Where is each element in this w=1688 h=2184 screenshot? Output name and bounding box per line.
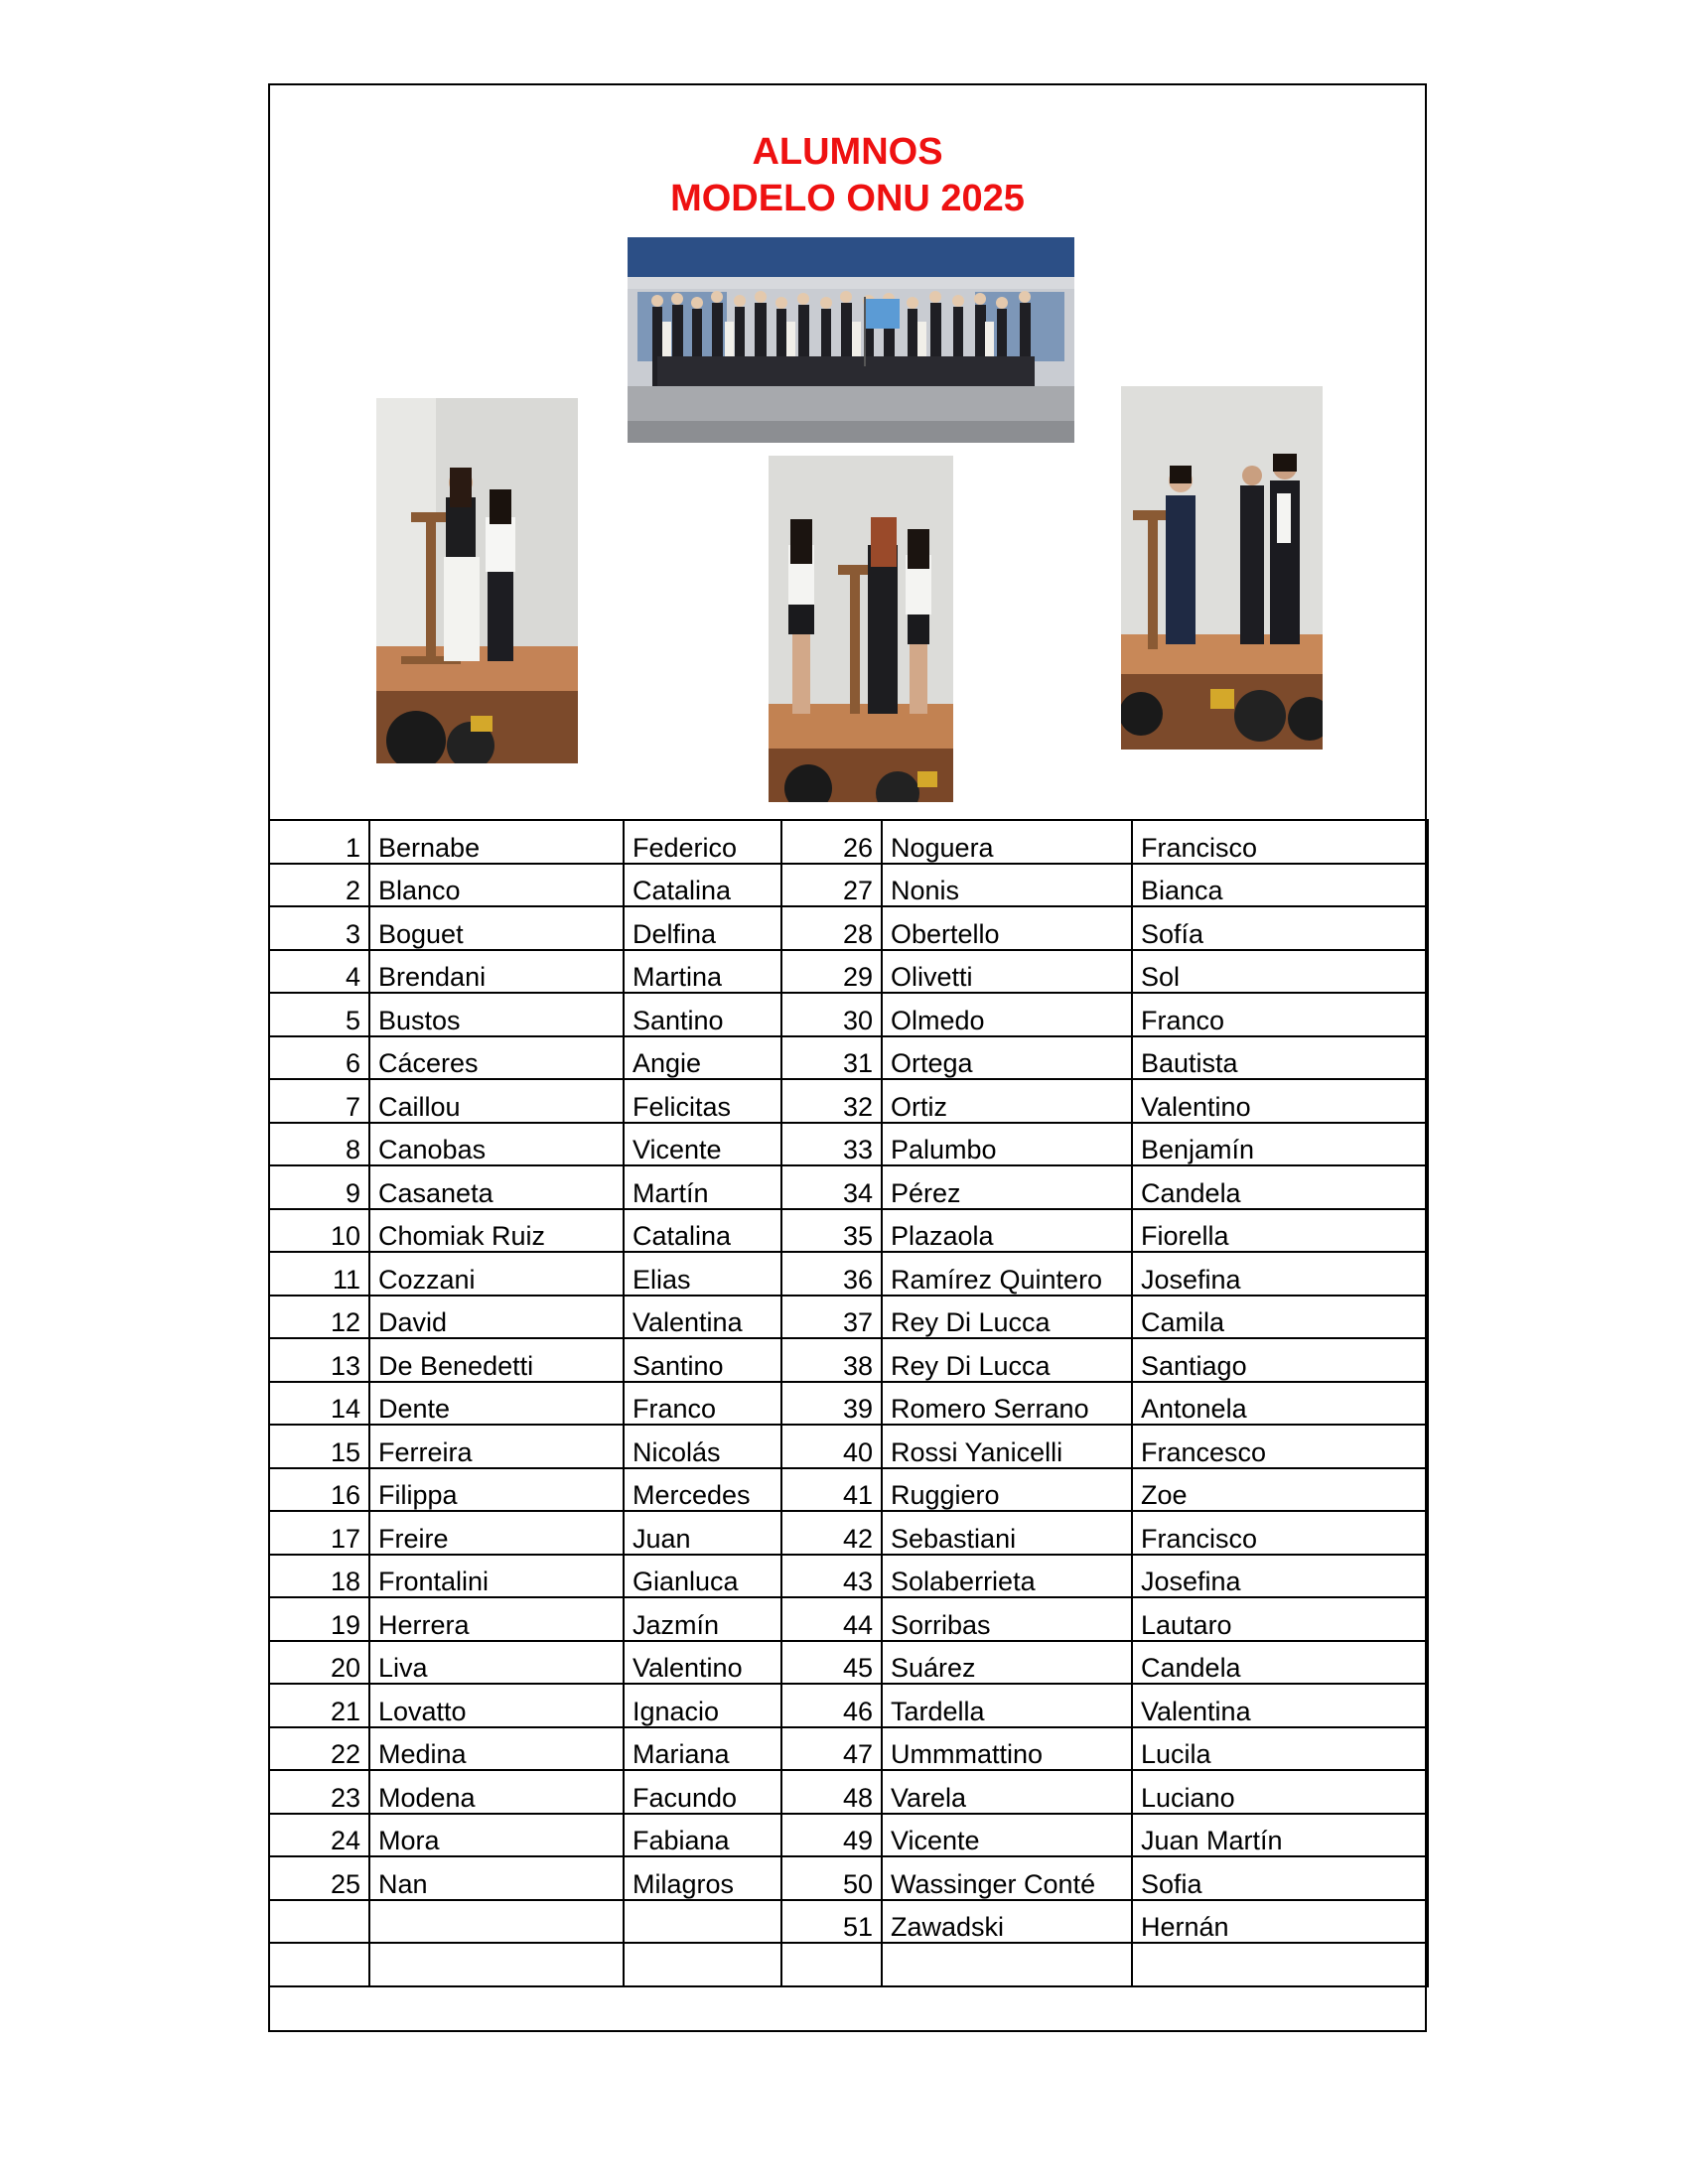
table-row (269, 1382, 1428, 1426)
student-surname: Vicente (882, 1814, 1132, 1857)
student-surname: Varela (882, 1770, 1132, 1814)
student-first-name (624, 1943, 781, 1986)
student-number: 36 (781, 1252, 882, 1296)
student-surname: Boguet (369, 906, 624, 950)
student-surname: Obertello (882, 906, 1132, 950)
student-number: 23 (269, 1770, 369, 1814)
student-first-name: Nicolás (624, 1425, 781, 1468)
student-number: 7 (269, 1079, 369, 1123)
student-first-name: Josefina (1132, 1252, 1428, 1296)
student-first-name: Franco (1132, 993, 1428, 1036)
student-number: 43 (781, 1555, 882, 1598)
student-first-name: Sol (1132, 950, 1428, 994)
student-number: 22 (269, 1727, 369, 1771)
student-surname: Canobas (369, 1123, 624, 1166)
student-surname: Sorribas (882, 1597, 1132, 1641)
page-subtitle: MODELO ONU 2025 (670, 178, 1025, 219)
student-first-name: Benjamín (1132, 1123, 1428, 1166)
student-roster-table (268, 819, 1429, 1987)
student-first-name: Franco (624, 1382, 781, 1426)
student-first-name: Zoe (1132, 1468, 1428, 1512)
student-first-name: Fabiana (624, 1814, 781, 1857)
student-surname: Liva (369, 1641, 624, 1685)
student-number: 5 (269, 993, 369, 1036)
student-number: 19 (269, 1597, 369, 1641)
student-surname: Suárez (882, 1641, 1132, 1685)
table-row (269, 1856, 1428, 1900)
student-number: 2 (269, 864, 369, 907)
student-first-name: Francesco (1132, 1425, 1428, 1468)
student-first-name: Ignacio (624, 1684, 781, 1727)
student-number: 28 (781, 906, 882, 950)
student-first-name: Hernán (1132, 1900, 1428, 1944)
student-surname: Blanco (369, 864, 624, 907)
student-number: 20 (269, 1641, 369, 1685)
student-surname: Wassinger Conté (882, 1856, 1132, 1900)
student-surname: Olmedo (882, 993, 1132, 1036)
student-first-name: Francisco (1132, 820, 1428, 864)
student-first-name: Lautaro (1132, 1597, 1428, 1641)
table-row (269, 1252, 1428, 1296)
student-surname: Plazaola (882, 1209, 1132, 1253)
student-number: 39 (781, 1382, 882, 1426)
student-first-name: Antonela (1132, 1382, 1428, 1426)
student-number: 18 (269, 1555, 369, 1598)
student-number: 32 (781, 1079, 882, 1123)
student-first-name: Milagros (624, 1856, 781, 1900)
student-number: 27 (781, 864, 882, 907)
speaker-photo-middle (769, 456, 953, 802)
student-first-name: Camila (1132, 1296, 1428, 1339)
student-first-name (1132, 1943, 1428, 1986)
student-first-name: Martina (624, 950, 781, 994)
student-number (269, 1900, 369, 1944)
table-row (269, 1123, 1428, 1166)
table-row (269, 1814, 1428, 1857)
student-first-name: Francisco (1132, 1511, 1428, 1555)
student-first-name: Valentino (1132, 1079, 1428, 1123)
student-first-name: Facundo (624, 1770, 781, 1814)
student-number: 51 (781, 1900, 882, 1944)
student-first-name: Fiorella (1132, 1209, 1428, 1253)
student-first-name: Delfina (624, 906, 781, 950)
student-surname: Ramírez Quintero (882, 1252, 1132, 1296)
student-first-name: Juan Martín (1132, 1814, 1428, 1857)
student-number: 41 (781, 1468, 882, 1512)
table-row (269, 1209, 1428, 1253)
student-number: 21 (269, 1684, 369, 1727)
student-first-name: Valentina (624, 1296, 781, 1339)
student-first-name: Candela (1132, 1641, 1428, 1685)
student-number: 29 (781, 950, 882, 994)
student-first-name: Luciano (1132, 1770, 1428, 1814)
student-number: 6 (269, 1036, 369, 1080)
table-row (269, 820, 1428, 864)
student-number: 24 (269, 1814, 369, 1857)
student-surname: Modena (369, 1770, 624, 1814)
student-first-name: Jazmín (624, 1597, 781, 1641)
student-first-name: Bautista (1132, 1036, 1428, 1080)
student-number: 37 (781, 1296, 882, 1339)
student-first-name: Bianca (1132, 864, 1428, 907)
student-surname: Noguera (882, 820, 1132, 864)
table-row (269, 1597, 1428, 1641)
speaker-photo-right (1121, 386, 1323, 750)
student-first-name: Mariana (624, 1727, 781, 1771)
group-photo (628, 237, 1074, 443)
student-first-name (624, 1900, 781, 1944)
table-row (269, 950, 1428, 994)
student-surname: Bernabe (369, 820, 624, 864)
student-surname: Brendani (369, 950, 624, 994)
student-surname: Ruggiero (882, 1468, 1132, 1512)
student-number: 38 (781, 1338, 882, 1382)
student-surname: Ferreira (369, 1425, 624, 1468)
student-surname: Rey Di Lucca (882, 1296, 1132, 1339)
student-surname: Sebastiani (882, 1511, 1132, 1555)
speaker-photo-left (376, 398, 578, 763)
student-surname (369, 1943, 624, 1986)
student-surname: Caillou (369, 1079, 624, 1123)
student-surname: Casaneta (369, 1165, 624, 1209)
student-first-name: Elias (624, 1252, 781, 1296)
student-surname: Nonis (882, 864, 1132, 907)
student-surname: Mora (369, 1814, 624, 1857)
student-surname: Pérez (882, 1165, 1132, 1209)
student-surname: Ummmattino (882, 1727, 1132, 1771)
student-first-name: Sofia (1132, 1856, 1428, 1900)
student-first-name: Angie (624, 1036, 781, 1080)
student-number: 9 (269, 1165, 369, 1209)
student-number: 3 (269, 906, 369, 950)
student-surname: Rey Di Lucca (882, 1338, 1132, 1382)
student-first-name: Felicitas (624, 1079, 781, 1123)
student-first-name: Martín (624, 1165, 781, 1209)
student-number: 11 (269, 1252, 369, 1296)
student-surname: Olivetti (882, 950, 1132, 994)
student-first-name: Catalina (624, 1209, 781, 1253)
student-surname: Solaberrieta (882, 1555, 1132, 1598)
student-number: 30 (781, 993, 882, 1036)
student-first-name: Valentina (1132, 1684, 1428, 1727)
student-number: 17 (269, 1511, 369, 1555)
table-row (269, 1296, 1428, 1339)
student-first-name: Candela (1132, 1165, 1428, 1209)
table-row (269, 1727, 1428, 1771)
student-number: 48 (781, 1770, 882, 1814)
student-number: 50 (781, 1856, 882, 1900)
student-number: 33 (781, 1123, 882, 1166)
student-number: 13 (269, 1338, 369, 1382)
student-first-name: Mercedes (624, 1468, 781, 1512)
student-first-name: Santino (624, 993, 781, 1036)
student-first-name: Vicente (624, 1123, 781, 1166)
table-row (269, 1468, 1428, 1512)
table-row (269, 1079, 1428, 1123)
student-number: 12 (269, 1296, 369, 1339)
student-number: 34 (781, 1165, 882, 1209)
student-first-name: Juan (624, 1511, 781, 1555)
roster-body (269, 820, 1428, 1986)
student-number: 40 (781, 1425, 882, 1468)
table-row (269, 993, 1428, 1036)
student-surname: Cozzani (369, 1252, 624, 1296)
student-number: 8 (269, 1123, 369, 1166)
student-surname (369, 1900, 624, 1944)
student-number: 10 (269, 1209, 369, 1253)
student-first-name: Federico (624, 820, 781, 864)
student-surname: Dente (369, 1382, 624, 1426)
student-number: 35 (781, 1209, 882, 1253)
table-row (269, 906, 1428, 950)
student-surname: Frontalini (369, 1555, 624, 1598)
student-surname (882, 1943, 1132, 1986)
table-row (269, 1900, 1428, 1944)
student-surname: Romero Serrano (882, 1382, 1132, 1426)
student-number: 14 (269, 1382, 369, 1426)
header-section (270, 85, 1425, 821)
student-surname: Herrera (369, 1597, 624, 1641)
student-surname: Palumbo (882, 1123, 1132, 1166)
student-number (781, 1943, 882, 1986)
student-number: 47 (781, 1727, 882, 1771)
student-number: 16 (269, 1468, 369, 1512)
student-first-name: Josefina (1132, 1555, 1428, 1598)
student-surname: Nan (369, 1856, 624, 1900)
table-row (269, 1425, 1428, 1468)
student-surname: Freire (369, 1511, 624, 1555)
page-title: ALUMNOS (752, 131, 943, 173)
student-surname: Zawadski (882, 1900, 1132, 1944)
student-first-name: Sofía (1132, 906, 1428, 950)
student-surname: De Benedetti (369, 1338, 624, 1382)
student-first-name: Valentino (624, 1641, 781, 1685)
student-first-name: Santino (624, 1338, 781, 1382)
table-row (269, 1165, 1428, 1209)
student-number: 4 (269, 950, 369, 994)
table-row (269, 1770, 1428, 1814)
student-surname: Ortega (882, 1036, 1132, 1080)
student-surname: Cáceres (369, 1036, 624, 1080)
student-number: 25 (269, 1856, 369, 1900)
student-first-name: Gianluca (624, 1555, 781, 1598)
student-first-name: Santiago (1132, 1338, 1428, 1382)
student-surname: Bustos (369, 993, 624, 1036)
student-surname: Lovatto (369, 1684, 624, 1727)
student-number: 49 (781, 1814, 882, 1857)
table-row (269, 1943, 1428, 1986)
table-row (269, 1036, 1428, 1080)
student-number: 31 (781, 1036, 882, 1080)
student-number: 1 (269, 820, 369, 864)
student-surname: Medina (369, 1727, 624, 1771)
table-row (269, 1511, 1428, 1555)
student-surname: Rossi Yanicelli (882, 1425, 1132, 1468)
student-surname: Filippa (369, 1468, 624, 1512)
table-row (269, 864, 1428, 907)
table-row (269, 1555, 1428, 1598)
student-number: 15 (269, 1425, 369, 1468)
student-first-name: Lucila (1132, 1727, 1428, 1771)
student-number (269, 1943, 369, 1986)
table-row (269, 1338, 1428, 1382)
student-number: 44 (781, 1597, 882, 1641)
student-surname: Ortiz (882, 1079, 1132, 1123)
table-row (269, 1641, 1428, 1685)
student-number: 42 (781, 1511, 882, 1555)
student-surname: Tardella (882, 1684, 1132, 1727)
student-number: 26 (781, 820, 882, 864)
table-row (269, 1684, 1428, 1727)
student-first-name: Catalina (624, 864, 781, 907)
student-surname: Chomiak Ruiz (369, 1209, 624, 1253)
student-surname: David (369, 1296, 624, 1339)
student-number: 45 (781, 1641, 882, 1685)
document-page (268, 83, 1427, 2032)
student-number: 46 (781, 1684, 882, 1727)
